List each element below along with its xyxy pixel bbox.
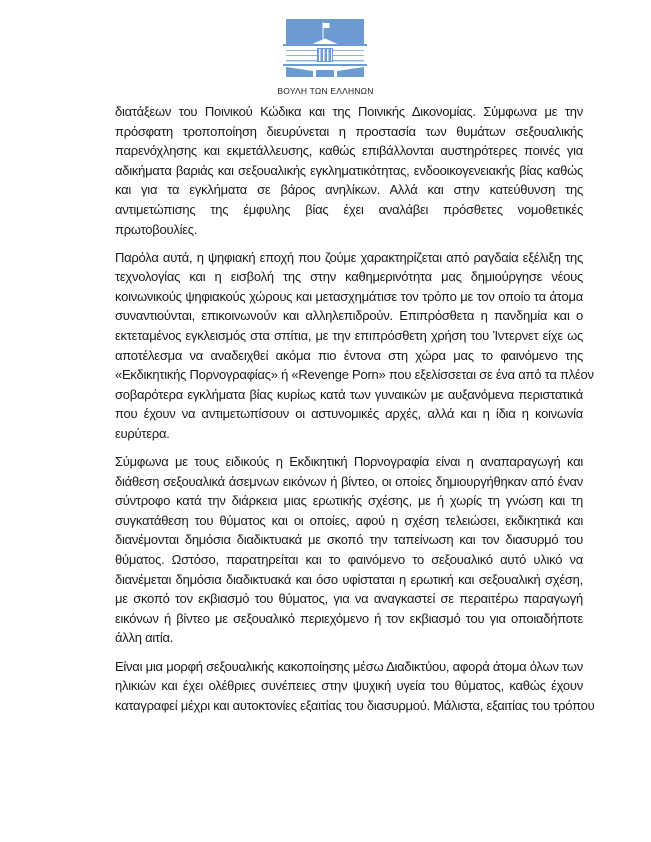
text-line: διατάξεων του Ποινικού Κώδικα και της Ποινικής Δικονομίας. Σύμφωνα με την: [115, 104, 583, 119]
text-line: και για τα εγκλήματα σε βάρος ανηλίκων. Αλλά και στην κατεύθυνση της: [115, 182, 583, 198]
text-line: θύματος. Ωστόσο, παρατηρείται και το φαινόμενο το σεξουαλικό αυτό υλικό να: [115, 552, 583, 568]
text-line: σύντροφο κατά την διάρκεια μιας ερωτικής σχέσης, με ή χωρίς τη γνώση και τη: [115, 493, 583, 509]
text-line: «Εκδικητικής Πορνογραφίας» ή «Revenge Porn» που εξελίσσεται σε ένα από τα πλέον: [115, 367, 594, 383]
parliament-logo-icon: [283, 19, 367, 77]
text-line: τεχνολογίας και η εισβολή της στην καθημερινότητα μας δημιούργησε νέους: [115, 269, 583, 285]
text-line: ηλικιών και έχει ολέθριες συνέπειες στην ψυχική υγεία του θύματος, καθώς έχουν: [115, 678, 583, 694]
text-line: παρενόχλησης και εκμετάλλευσης, καθώς επιβάλλονται αυστηρότερες ποινές για: [115, 143, 583, 159]
text-line: διάθεση σεξουαλικά άσεμνων εικόνων ή βίντεο, οι οποίες δημιουργήθηκαν από έναν: [115, 473, 583, 489]
text-line: που έχουν να αντιμετωπίσουν οι αστυνομικές αρχές, αλλά και η ίδια η κοινωνία: [115, 406, 583, 422]
text-line: συναντιούνται, επικοινωνούν και αλληλεπιδρούν. Επιπρόσθετα η πανδημία και ο: [115, 308, 583, 324]
text-line: διανέμεται δημόσια διαδικτυακά και όσο υφίσταται η ερωτική και σεξουαλική σχέση,: [115, 571, 583, 587]
text-line: αποτέλεσμα να αναδειχθεί ακόμα πιο έντονα στη χώρα μας το φαινόμενο της: [115, 347, 583, 363]
text-line: πρόσφατη τροποποίηση διευρύνεται η προστασία των θυμάτων σεξουαλικής: [115, 123, 583, 139]
text-line: Παρόλα αυτά, η ψηφιακή εποχή που ζούμε χαρακτηρίζεται από ραγδαία εξέλιξη της: [115, 249, 583, 265]
text-line: αντιμετώπισης της έμφυλης βίας έχει αναλάβει πρόσθετες νομοθετικές: [115, 201, 583, 217]
text-line: ευρύτερα.: [115, 426, 170, 441]
text-line: πρωτοβουλίες.: [115, 221, 198, 237]
text-line: συγκατάθεση του θύματος και οι οποίες, αφού η σχέση τελειώσει, εκδικητικά και: [115, 512, 583, 528]
text-line: σοβαρότερα εγκλήματα βίας κυρίως κατά των γυναικών με αυξανόμενα περιστατικά: [115, 386, 583, 402]
paragraph: [115, 452, 583, 648]
text-line: με σκοπό τον εκβιασμό του θύματος, για να αναγκαστεί σε περαιτέρω παραγωγή: [115, 591, 583, 607]
paragraph: [115, 102, 583, 239]
text-line: Σύμφωνα με τους ειδικούς η Εκδικητική Πορνογραφία είναι η αναπαραγωγή και: [115, 454, 583, 470]
text-line: καταγραφεί μέχρι και αυτοκτονίες εξαιτίας του διασυρμού. Μάλιστα, εξαιτίας του τρόπου: [115, 697, 595, 713]
text-line: αδικήματα βαριάς και σεξουαλικής εγκληματικότητας, ενδοοικογενειακής βίας καθώς: [115, 162, 583, 178]
text-line: εκτεταμένος εγκλεισμός στα σπίτια, με την επιπρόσθετη χρήση του Ίντερνετ είχε ως: [115, 328, 583, 344]
organization-name: ΒΟΥΛΗ ΤΩΝ ΕΛΛΗΝΩΝ: [277, 86, 374, 96]
text-line: διανέμονται δημόσια διαδικτυακά με σκοπό την ταπείνωση και τον διασυρμό του: [115, 532, 583, 548]
document-body: [115, 102, 595, 724]
paragraph: [115, 657, 595, 716]
text-line: άλλη αιτία.: [115, 630, 174, 646]
paragraph: [115, 248, 594, 444]
text-line: κοινωνικούς ψηφιακούς χώρους και μετασχημάτισε τον τρόπο με τον οποίο τα άτομα: [115, 288, 583, 304]
text-line: Είναι μια μορφή σεξουαλικής κακοποίησης μέσω Διαδικτύου, αφορά άτομα όλων των: [115, 658, 583, 674]
text-line: εικόνων ή βίντεο με σεξουαλικό περιεχόμενο ή τον εκβιασμό του για οποιαδήποτε: [115, 610, 583, 626]
